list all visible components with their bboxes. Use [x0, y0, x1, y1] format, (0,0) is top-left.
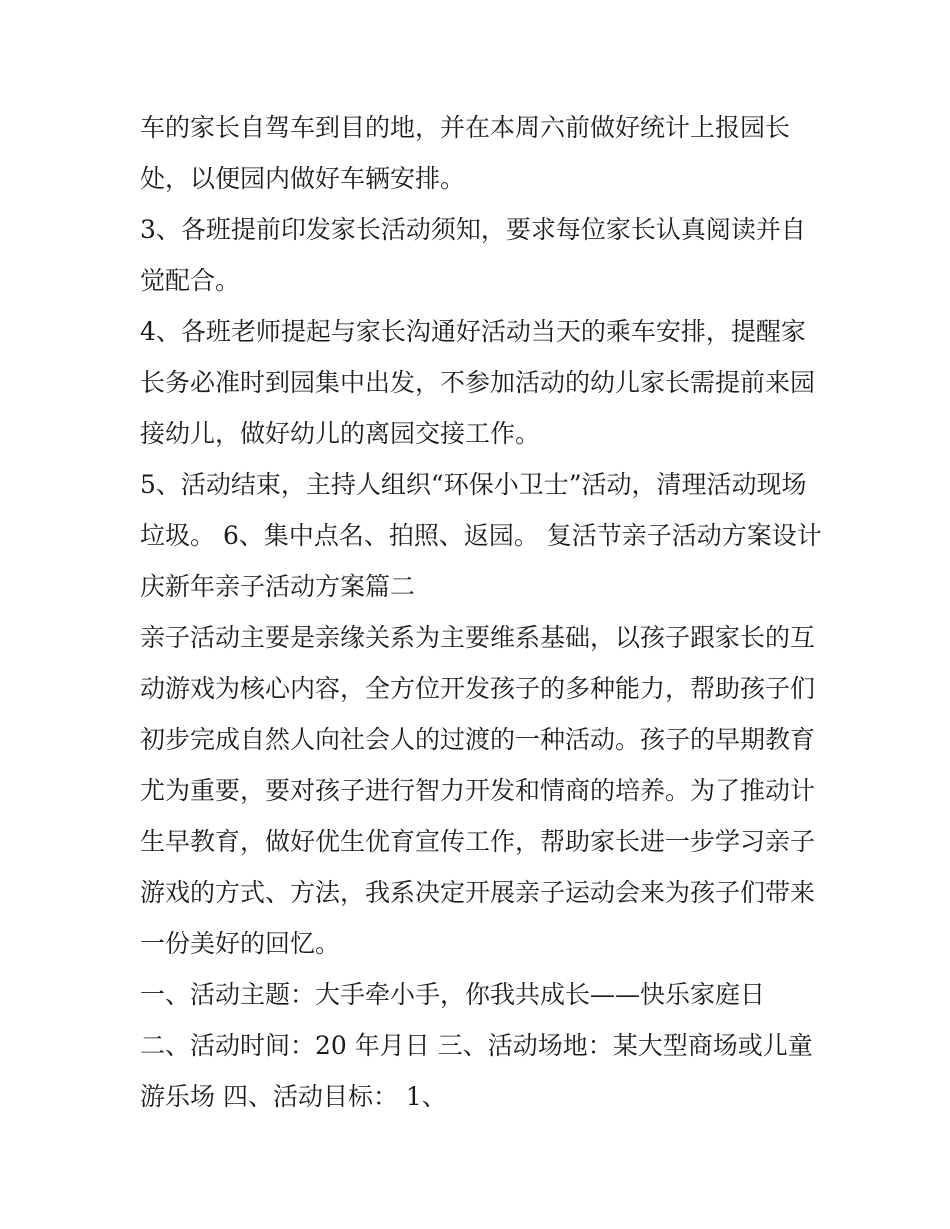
text-line: 5、活动结束，主持人组织“环保小卫士”活动，清理活动现场: [140, 470, 807, 499]
text-line: 3、各班提前印发家长活动须知，要求每位家长认真阅读并自: [140, 215, 806, 244]
section-heading: 庆新年亲子活动方案篇二: [140, 572, 416, 601]
document-body: [140, 102, 830, 1122]
text-line: 游乐场 四、活动目标： 1、: [140, 1082, 447, 1111]
text-line: 初步完成自然人向社会人的过渡的一种活动。孩子的早期教育: [140, 725, 816, 754]
text-line: 4、各班老师提起与家长沟通好活动当天的乘车安排，提醒家: [140, 317, 806, 346]
text-line: 垃圾。 6、集中点名、拍照、返园。 复活节亲子活动方案设计: [140, 521, 822, 550]
text-line: 游戏的方式、方法，我系决定开展亲子运动会来为孩子们带来: [140, 878, 816, 907]
text-line: 一份美好的回忆。: [140, 929, 341, 958]
text-line: 生早教育，做好优生优育宣传工作，帮助家长进一步学习亲子: [140, 827, 816, 856]
text-line: 尤为重要，要对孩子进行智力开发和情商的培养。为了推动计: [140, 776, 816, 805]
text-line: 长务必准时到园集中出发，不参加活动的幼儿家长需提前来园: [140, 368, 816, 397]
text-line: 接幼儿，做好幼儿的离园交接工作。: [140, 419, 541, 448]
text-line: 一、活动主题：大手牵小手，你我共成长——快乐家庭日: [140, 980, 766, 1009]
text-line: 亲子活动主要是亲缘关系为主要维系基础，以孩子跟家长的互: [140, 623, 816, 652]
text-line: 动游戏为核心内容，全方位开发孩子的多种能力，帮助孩子们: [140, 674, 816, 703]
text-line: 车的家长自驾车到目的地，并在本周六前做好统计上报园长: [140, 113, 791, 142]
text-line: 觉配合。: [140, 266, 241, 295]
text-line: 处，以便园内做好车辆安排。: [140, 164, 466, 193]
text-line: 二、活动时间：20 年月日 三、活动场地：某大型商场或儿童: [140, 1031, 813, 1060]
